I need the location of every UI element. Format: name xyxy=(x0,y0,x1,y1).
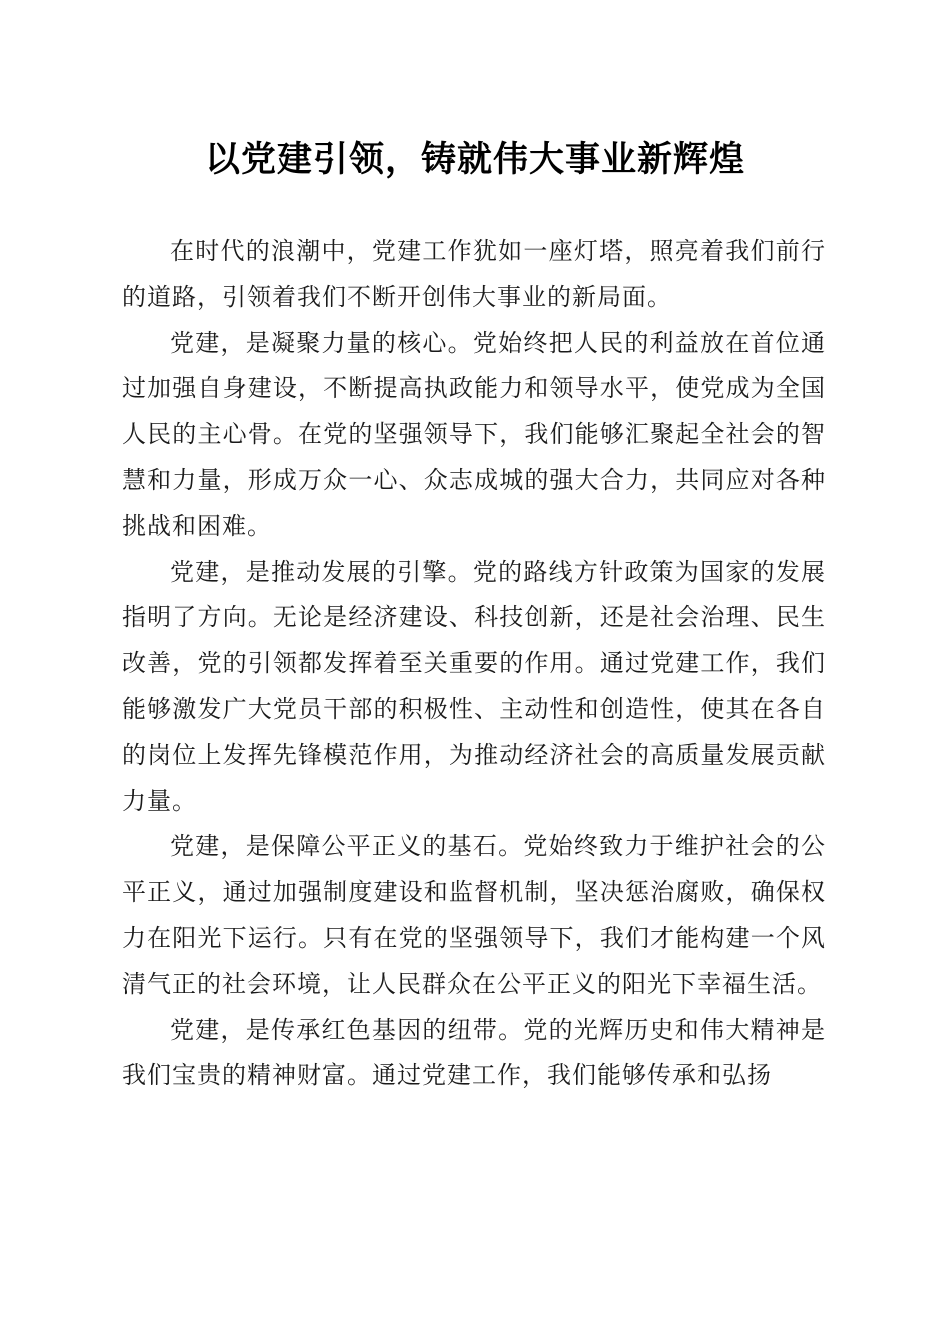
paragraph-3: 党建，是推动发展的引擎。党的路线方针政策为国家的发展指明了方向。无论是经济建设、科技创新，还是社会治理、民生改善，党的引领都发挥着至关重要的作用。通过党建工作，我们能够激发广大党员干部的积极性、主动性和创造性，使其在各自的岗位上发挥先锋模范作用，为推动经济社会的高质量发展贡献力量。 xyxy=(122,557,826,815)
paragraph-1: 在时代的浪潮中，党建工作犹如一座灯塔，照亮着我们前行的道路，引领着我们不断开创伟大事业的新局面。 xyxy=(122,237,826,311)
paragraph-2: 党建，是凝聚力量的核心。党始终把人民的利益放在首位通过加强自身建设，不断提高执政能力和领导水平，使党成为全国人民的主心骨。在党的坚强领导下，我们能够汇聚起全社会的智慧和力量，形成万众一心、众志成城的强大合力，共同应对各种挑战和困难。 xyxy=(122,328,826,540)
paragraph-4: 党建，是保障公平正义的基石。党始终致力于维护社会的公平正义，通过加强制度建设和监督机制，坚决惩治腐败，确保权力在阳光下运行。只有在党的坚强领导下，我们才能构建一个风清气正的社会环境，让人民群众在公平正义的阳光下幸福生活。 xyxy=(122,832,826,998)
document-title: 以党建引领，铸就伟大事业新辉煌 xyxy=(204,139,745,180)
document-body xyxy=(122,229,826,1099)
paragraph-5: 党建，是传承红色基因的纽带。党的光辉历史和伟大精神是我们宝贵的精神财富。通过党建工作，我们能够传承和弘扬 xyxy=(122,1015,826,1090)
